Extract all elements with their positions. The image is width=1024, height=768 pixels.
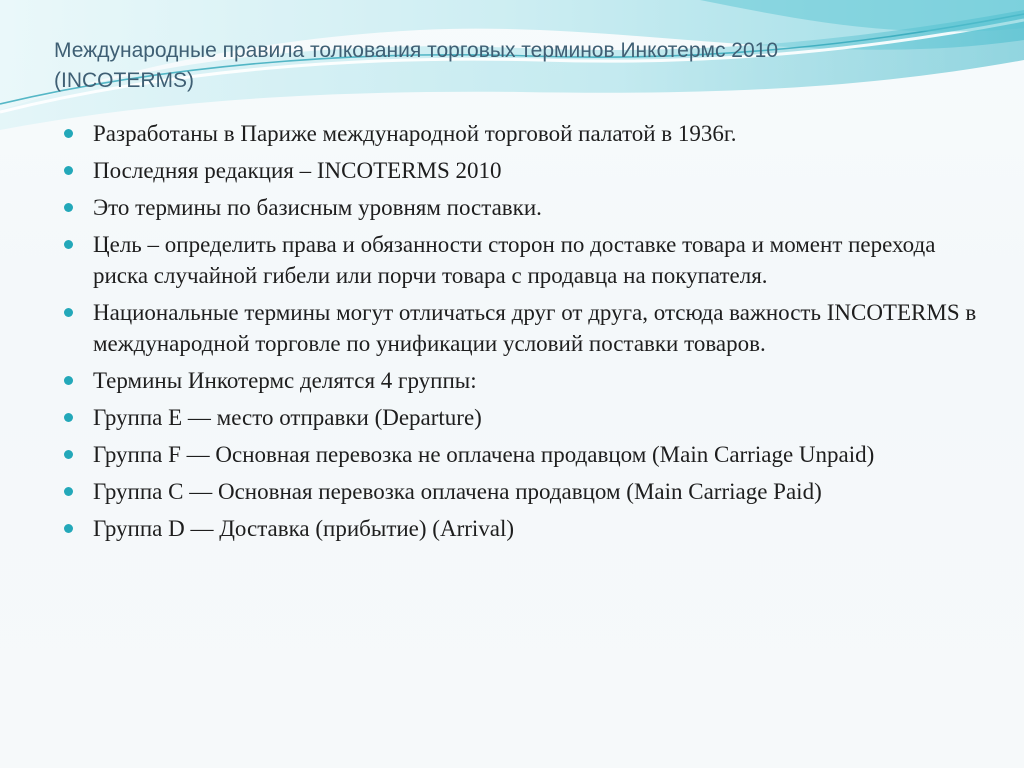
bullet-dot-icon — [64, 240, 73, 249]
bullet-item — [64, 439, 984, 470]
bullet-dot-icon — [64, 129, 73, 138]
slide-title-line-2: (INCOTERMS) — [54, 69, 194, 92]
bullet-item — [64, 476, 984, 507]
bullet-item — [64, 229, 984, 291]
bullet-item — [64, 297, 984, 359]
bullet-dot-icon — [64, 166, 73, 175]
bullet-text: Группа D — Доставка (прибытие) (Arrival) — [93, 516, 515, 541]
bullet-item — [64, 192, 984, 223]
bullet-text: Группа C — Основная перевозка оплачена продавцом (Main Carriage Paid) — [93, 479, 822, 504]
bullet-text: Группа F — Основная перевозка не оплачена продавцом (Main Carriage Unpaid) — [93, 442, 875, 467]
bullet-dot-icon — [64, 487, 73, 496]
bullet-dot-icon — [64, 308, 73, 317]
bullet-text: Разработаны в Париже международной торговой палатой в 1936г. — [93, 121, 737, 146]
bullet-item — [64, 118, 984, 149]
bullet-text: Цель – определить права и обязанности сторон по доставке товара и момент перехода риска случайной гибели или порчи товара с продавца на покупателя. — [93, 232, 936, 288]
bullet-dot-icon — [64, 376, 73, 385]
bullet-text: Это термины по базисным уровням поставки. — [93, 195, 542, 220]
bullet-dot-icon — [64, 450, 73, 459]
bullet-text: Последняя редакция – INCOTERMS 2010 — [93, 158, 502, 183]
bullet-text: Группа E — место отправки (Departure) — [93, 405, 482, 430]
bullet-item — [64, 513, 984, 544]
slide-title — [54, 36, 954, 96]
slide-title-line-1: Международные правила толкования торговых терминов Инкотермс 2010 — [54, 39, 779, 62]
bullet-text: Термины Инкотермс делятся 4 группы: — [93, 368, 477, 393]
bullet-dot-icon — [64, 413, 73, 422]
bullet-item — [64, 155, 984, 186]
bullet-text: Национальные термины могут отличаться друг от друга, отсюда важность INCOTERMS в международной торговле по унификации условий поставки товаров. — [93, 300, 977, 356]
bullet-item — [64, 402, 984, 433]
bullet-list — [64, 118, 984, 550]
bullet-dot-icon — [64, 524, 73, 533]
bullet-item — [64, 365, 984, 396]
bullet-dot-icon — [64, 203, 73, 212]
